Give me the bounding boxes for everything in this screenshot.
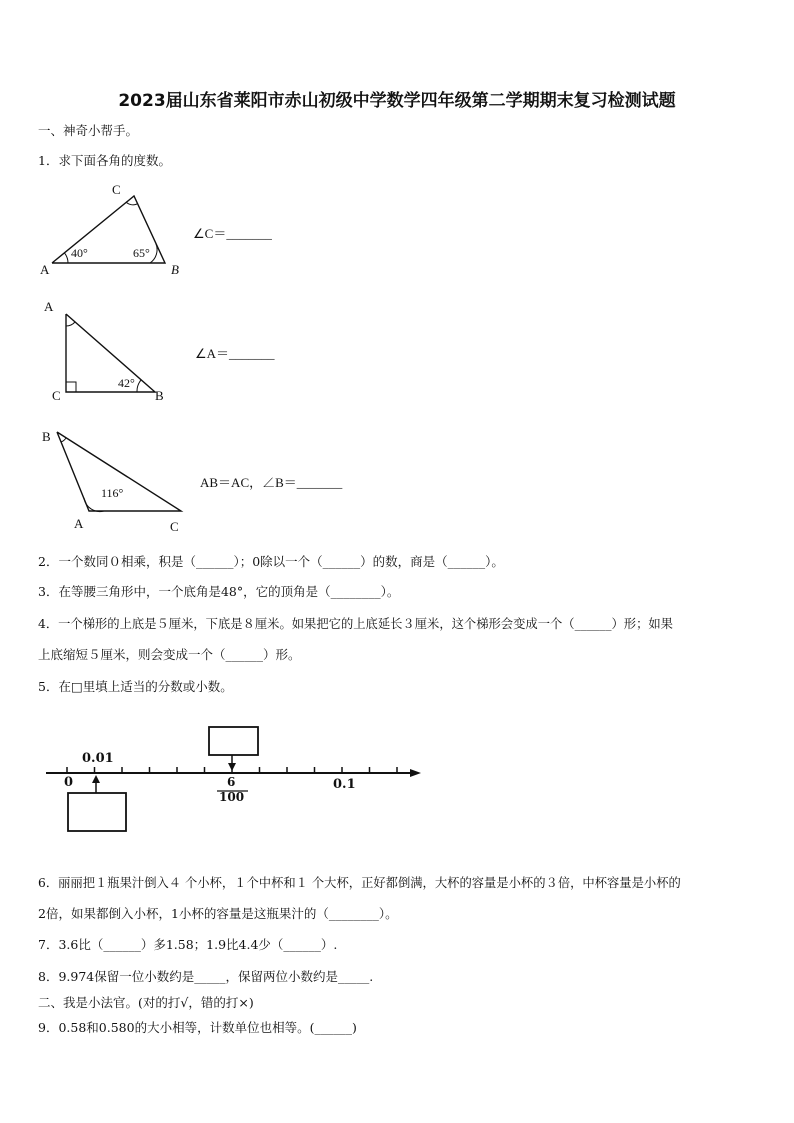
number-line-fraction-numerator: 6 — [227, 775, 236, 789]
page-title: 2023届山东省莱阳市赤山初级中学数学四年级第二学期期末复习检测试题 — [118, 91, 676, 111]
tri3-answer: AB＝AC，∠B＝_______ — [200, 475, 343, 490]
tri3-label-b: B — [42, 429, 51, 444]
section-2-heading: 二、我是小法官。(对的打√，错的打×) — [38, 995, 254, 1010]
tri2-label-a: A — [44, 299, 54, 314]
question-2: 2．一个数同０相乘，积是（______）；0除以一个（______）的数，商是（______）。 — [38, 554, 504, 569]
number-line-fraction-denominator: 100 — [219, 790, 245, 804]
question-4-line-1: 4．一个梯形的上底是５厘米，下底是８厘米。如果把它的上底延长３厘米，这个梯形会变成一个（______）形；如果 — [38, 617, 673, 631]
tri1-answer: ∠C＝_______ — [193, 226, 272, 241]
question-3: 3．在等腰三角形中，一个底角是48°，它的顶角是（________）。 — [38, 584, 400, 599]
section-1-heading: 一、神奇小帮手。 — [38, 123, 139, 138]
tri3-angle-a: 116° — [101, 486, 124, 500]
question-9: 9．0.58和0.580的大小相等，计数单位也相等。(______) — [38, 1020, 357, 1035]
tri3-label-a: A — [74, 516, 84, 531]
question-8: 8．9.974保留一位小数约是_____，保留两位小数约是_____. — [38, 969, 374, 984]
question-5: 5．在□里填上适当的分数或小数。 — [38, 679, 233, 694]
tri2-label-b: B — [155, 388, 164, 403]
tri1-angle-b: 65° — [133, 246, 150, 260]
question-7: 7．3.6比（______）多1.58；1.9比4.4少（______）. — [38, 937, 338, 952]
tri1-label-a: A — [40, 262, 50, 277]
number-line-label-0-01: 0.01 — [82, 751, 114, 766]
tri3-label-c: C — [170, 519, 179, 534]
tri2-label-c: C — [52, 388, 61, 403]
tri1-angle-a: 40° — [71, 246, 88, 260]
tri1-label-b: B — [171, 262, 179, 277]
number-line-label-0: 0 — [64, 775, 74, 790]
tri2-answer: ∠A＝_______ — [195, 346, 275, 361]
question-6-line-2: 2倍，如果都倒入小杯，1小杯的容量是这瓶果汁的（________）。 — [38, 906, 398, 921]
tri1-label-c: C — [112, 182, 121, 197]
question-6-line-1: 6．丽丽把１瓶果汁倒入４ 个小杯，１个中杯和１ 个大杯，正好都倒满，大杯的容量是小杯的３倍，中杯容量是小杯的 — [38, 876, 681, 890]
tri2-angle-b: 42° — [118, 376, 135, 390]
question-1: 1．求下面各角的度数。 — [38, 153, 171, 168]
number-line-label-0-1: 0.1 — [333, 777, 356, 792]
question-4-line-2: 上底缩短５厘米，则会变成一个（______）形。 — [38, 647, 301, 662]
